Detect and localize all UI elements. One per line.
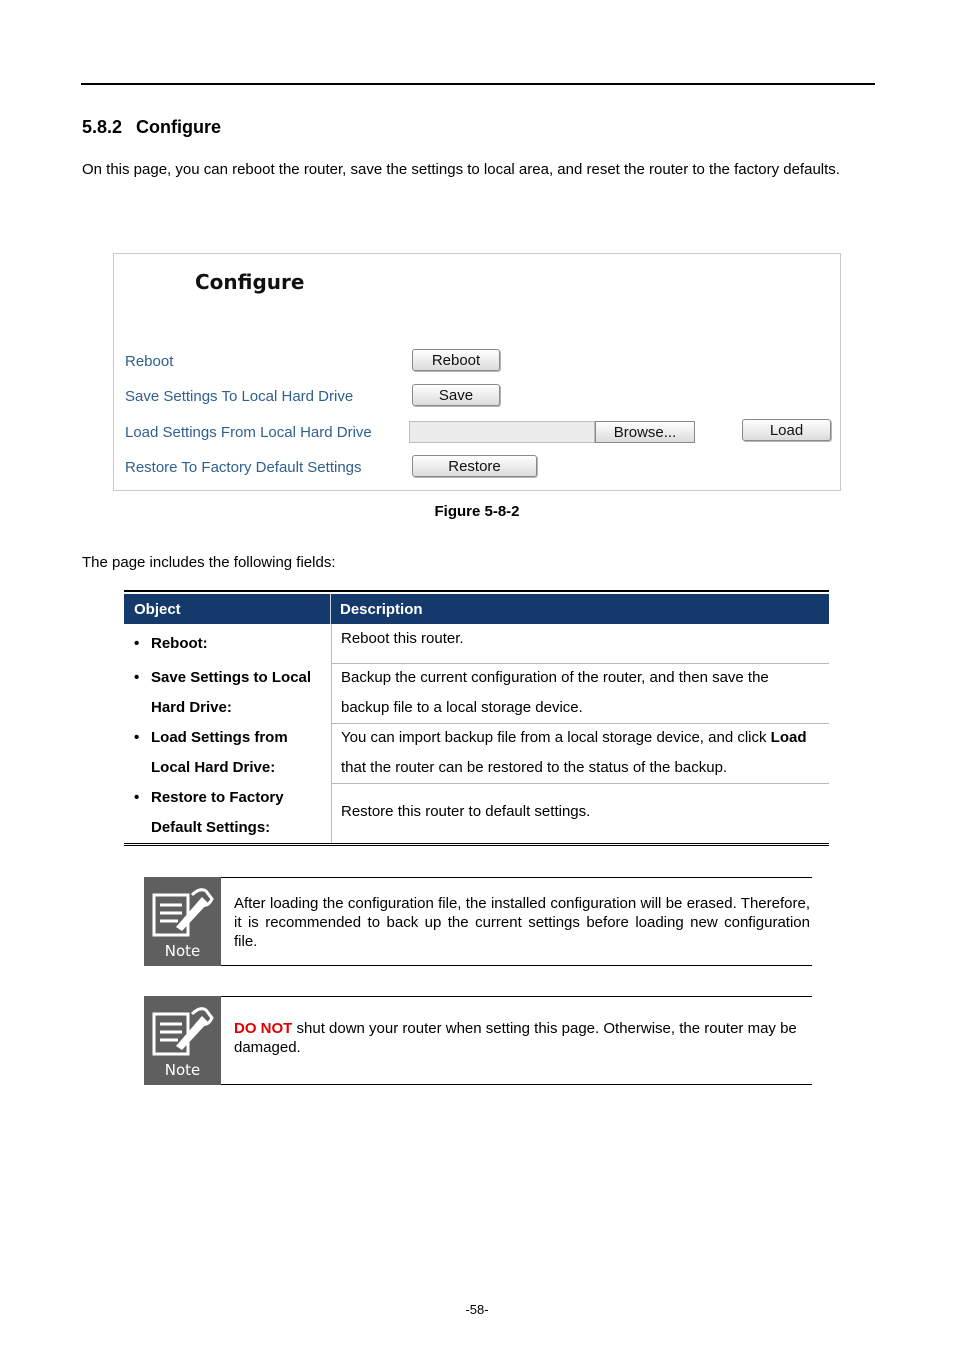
column-divider — [331, 624, 332, 843]
row-divider — [331, 783, 829, 784]
restore-button[interactable]: Restore — [412, 455, 537, 477]
bullet-icon: • — [134, 789, 140, 806]
table-row — [134, 723, 288, 783]
table-top-rule — [124, 590, 829, 592]
note-icon-label: Note — [164, 942, 201, 960]
object-name: Save Settings to Local — [151, 669, 312, 686]
intro-paragraph: On this page, you can reboot the router, save the settings to local area, and reset the router to the factory defaults. — [82, 161, 840, 178]
row-description — [341, 723, 821, 783]
lead-in-text: The page includes the following fields: — [82, 554, 336, 571]
row-description — [341, 624, 821, 654]
warning-text: DO NOT — [234, 1020, 293, 1037]
note-text: After loading the configuration file, the installed configuration will be erased. Therefore, it is recommended to back up the current settings before loading new configuration file. — [234, 895, 810, 950]
header-description: Description — [340, 601, 423, 618]
object-name: Reboot: — [151, 635, 208, 652]
browse-button[interactable]: Browse... — [595, 421, 695, 443]
object-name: Restore to Factory — [151, 789, 284, 806]
table-bottom-rule — [124, 843, 829, 846]
save-settings-label: Save Settings To Local Hard Drive — [125, 388, 354, 405]
section-heading — [82, 117, 221, 138]
table-header — [124, 594, 829, 624]
description-text: Restore this router to default settings. — [341, 803, 591, 820]
load-button[interactable]: Load — [742, 419, 831, 441]
note-icon — [144, 996, 221, 1085]
note-rule — [221, 877, 812, 878]
figure-caption: Figure 5-8-2 — [434, 503, 520, 520]
note-icon-label: Note — [164, 1061, 201, 1079]
description-text: Backup the current configuration of the router, and then save the backup file to a local storage device. — [341, 669, 769, 716]
table-row — [134, 783, 284, 843]
note-rule — [221, 996, 812, 997]
note-icon — [144, 877, 221, 966]
description-bold: Load — [770, 729, 807, 746]
bullet-icon: • — [134, 669, 140, 686]
reboot-label: Reboot — [125, 353, 174, 370]
load-settings-label: Load Settings From Local Hard Drive — [125, 424, 372, 441]
figure-title: Configure — [195, 270, 305, 294]
object-name-cont: Hard Drive: — [151, 699, 232, 716]
bullet-icon: • — [134, 729, 140, 746]
configure-screenshot — [113, 253, 841, 491]
note-body: shut down your router when setting this page. Otherwise, the router may be damaged. — [234, 1020, 797, 1056]
note-rule — [221, 965, 812, 966]
top-rule — [81, 83, 875, 85]
section-title: Configure — [136, 117, 222, 137]
section-number: 5.8.2 — [82, 117, 123, 137]
bullet-icon: • — [134, 635, 140, 652]
table-row — [134, 663, 311, 723]
object-name: Load Settings from — [151, 729, 288, 746]
object-name-cont: Default Settings: — [151, 819, 271, 836]
row-description — [341, 797, 821, 827]
save-button[interactable]: Save — [412, 384, 500, 406]
restore-label: Restore To Factory Default Settings — [125, 459, 362, 476]
note-box — [144, 877, 812, 966]
table-row — [134, 629, 208, 659]
object-name-cont: Local Hard Drive: — [151, 759, 276, 776]
reboot-button[interactable]: Reboot — [412, 349, 500, 371]
file-path-input[interactable] — [409, 421, 595, 443]
description-text: Reboot this router. — [341, 630, 464, 647]
note-box — [144, 996, 812, 1085]
note-text — [234, 1019, 810, 1057]
description-text: You can import backup file from a local storage device, and click — [341, 729, 771, 746]
header-divider — [330, 594, 331, 624]
page-number: -58- — [465, 1302, 489, 1317]
header-object: Object — [134, 601, 181, 618]
note-rule — [221, 1084, 812, 1085]
description-text: that the router can be restored to the status of the backup. — [341, 759, 728, 776]
row-description — [341, 663, 821, 723]
